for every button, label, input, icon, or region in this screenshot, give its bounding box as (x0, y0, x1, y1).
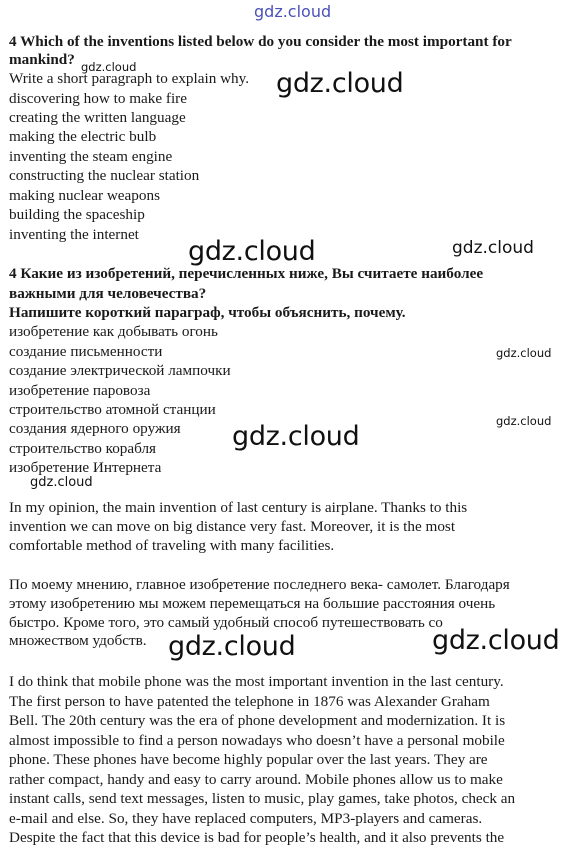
watermark: gdz.cloud (30, 475, 93, 490)
watermark-top: gdz.cloud (254, 2, 332, 21)
task-ru-heading-line1: 4 Какие из изобретений, перечисленных ниже, Вы считаете наиболее (9, 265, 484, 282)
answer2-en-line: instant calls, send text messages, listen to music, play games, take photos, check an (9, 790, 516, 807)
task-ru-option: создание письменности (9, 343, 163, 360)
answer1-en-line: In my opinion, the main invention of last century is airplane. Thanks to this (9, 499, 468, 516)
answer2-en-line: The first person to have patented the telephone in 1876 was Alexander Graham (9, 693, 490, 710)
answer2-en-line: rather compact, handy and easy to carry around. Mobile phones allow us to make (9, 771, 503, 788)
answer1-ru-line: множеством удобств. (9, 632, 147, 649)
watermark: gdz.cloud (496, 346, 552, 360)
watermark: gdz.cloud (432, 625, 560, 656)
watermark: gdz.cloud (188, 236, 316, 267)
task-ru-option: создание электрической лампочки (9, 362, 231, 379)
answer1-en-line: comfortable method of traveling with many facilities. (9, 537, 335, 554)
task-en-option: making the electric bulb (9, 128, 157, 145)
task-en-instruction: Write a short paragraph to explain why. (9, 70, 250, 87)
task-en-option: inventing the steam engine (9, 148, 173, 165)
answer1-ru-line: По моему мнению, главное изобретение последнего века- самолет. Благодаря (9, 576, 510, 593)
answer1-ru-line: быстро. Кроме того, это самый удобный способ путешествовать со (9, 614, 443, 631)
task-en-option: inventing the internet (9, 226, 139, 243)
answer2-en-line: I do think that mobile phone was the most important invention in the last century. (9, 673, 504, 690)
answer1-ru-line: этому изобретению мы можем перемещаться на большие расстояния очень (9, 595, 496, 612)
task-en-heading-line2: mankind? (9, 51, 75, 68)
task-ru-heading-line2: важными для человечества? (9, 285, 207, 302)
task-en-option: creating the written language (9, 109, 186, 126)
task-en-option: making nuclear weapons (9, 187, 160, 204)
watermark: gdz.cloud (276, 68, 404, 99)
answer2-en-line: e-mail and else. So, they have replaced computers, MP3-players and cameras. (9, 810, 483, 827)
watermark: gdz.cloud (496, 414, 552, 428)
answer1-en-line: invention we can move on big distance very fast. Moreover, it is the most (9, 518, 456, 535)
watermark: gdz.cloud (81, 60, 137, 74)
task-en-option: constructing the nuclear station (9, 167, 200, 184)
task-ru-option: строительство корабля (9, 440, 157, 457)
task-ru-option: создания ядерного оружия (9, 420, 181, 437)
task-ru-option: изобретение как добывать огонь (9, 323, 218, 340)
task-ru-option: строительство атомной станции (9, 401, 216, 418)
answer2-en-line: Bell. The 20th century was the era of phone development and modernization. It is (9, 712, 506, 729)
watermark: gdz.cloud (232, 421, 360, 452)
task-ru-option: изобретение паровоза (9, 382, 151, 399)
watermark: gdz.cloud (168, 631, 296, 662)
answer2-en-line: phone. These phones have become highly popular over the last years. They are (9, 751, 488, 768)
task-en-option: discovering how to make fire (9, 90, 187, 107)
watermark: gdz.cloud (452, 238, 534, 258)
task-ru-instruction: Напишите короткий параграф, чтобы объяснить, почему. (9, 304, 406, 321)
answer2-en-line: almost impossible to find a person nowadays who doesn’t have a personal mobile (9, 732, 505, 749)
task-en-heading-line1: 4 Which of the inventions listed below do you consider the most important for (9, 33, 512, 50)
task-en-option: building the spaceship (9, 206, 145, 223)
task-ru-option: изобретение Интернета (9, 459, 162, 476)
answer2-en-line: Despite the fact that this device is bad for people’s health, and it also prevents the (9, 829, 505, 846)
